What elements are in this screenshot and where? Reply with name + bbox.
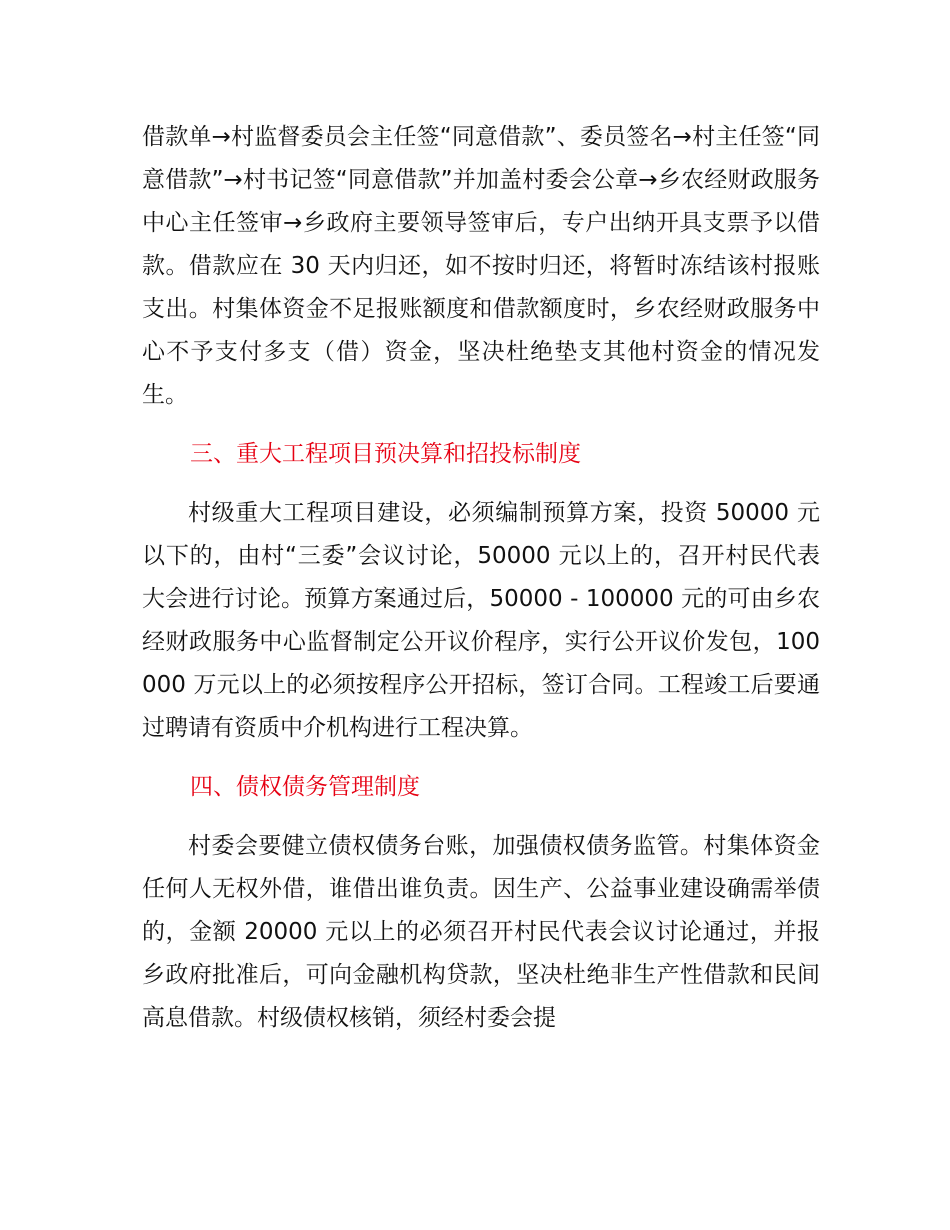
heading-section-4: 四、债权债务管理制度	[190, 774, 420, 800]
paragraph-project-budget: 村级重大工程项目建设，必须编制预算方案，投资 50000 元以下的，由村“三委”会议讨论，50000 元以上的，召开村民代表大会进行讨论。预算方案通过后，50000 - 100000 元的可由乡农经财政服务中心监督制定公开议价程序，实行公开议价发包，100000 万元以上的必须按程序公开招标，签订合同。工程竣工后要通过聘请有资质中介机构进行工程决算。	[142, 500, 820, 741]
paragraph-debt-management: 村委会要健立债权债务台账，加强债权债务监管。村集体资金任何人无权外借，谁借出谁负责。因生产、公益事业建设确需举债的，金额 20000 元以上的必须召开村民代表会议讨论通过，并报乡政府批准后，可向金融机构贷款，坚决杜绝非生产性借款和民间高息借款。村级债权核销，须经村委会提	[142, 833, 820, 1031]
heading-section-3: 三、重大工程项目预决算和招投标制度	[190, 441, 581, 467]
paragraph-loan-procedure: 借款单→村监督委员会主任签“同意借款”、委员签名→村主任签“同意借款”→村书记签“同意借款”并加盖村委会公章→乡农经财政服务中心主任签审→乡政府主要领导签审后，专户出纳开具支票予以借款。借款应在 30 天内归还，如不按时归还，将暂时冻结该村报账支出。村集体资金不足报账额度和借款额度时，乡农经财政服务中心不予支付多支（借）资金，坚决杜绝垫支其他村资金的情况发生。	[142, 124, 820, 408]
